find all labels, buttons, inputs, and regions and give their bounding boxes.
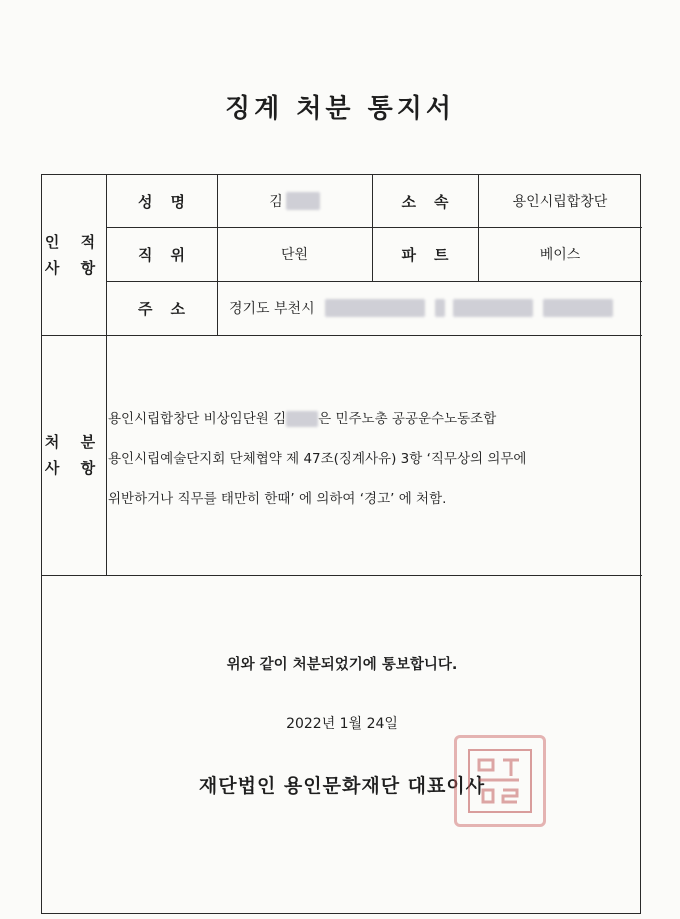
seal-pattern-icon	[465, 746, 535, 816]
row-divider	[42, 575, 642, 576]
notice-statement: 위와 같이 처분되었기에 통보합니다.	[226, 657, 458, 673]
affiliation-value: 용인시립합창단	[512, 194, 608, 210]
disposition-line-3: 위반하거나 직무를 태만히 한때’ 에 의하여 ‘경고’ 에 처함.	[108, 491, 447, 507]
name-value-text: 김	[269, 194, 283, 210]
disposition-label-line2: 사 항	[44, 459, 104, 477]
disposition-section-label	[42, 335, 106, 575]
redacted-name	[286, 192, 320, 210]
name-label: 성명	[138, 192, 203, 211]
disposition-line-1-part1: 용인시립합창단 비상임단원 김	[108, 411, 287, 427]
address-value	[217, 281, 642, 335]
redacted-address	[453, 299, 533, 317]
official-seal-stamp	[454, 735, 546, 827]
issuer-name: 재단법인 용인문화재단 대표이사	[198, 775, 486, 797]
part-value: 베이스	[539, 247, 581, 263]
position-value: 단원	[280, 247, 309, 263]
part-label: 파트	[401, 245, 467, 264]
personal-label-line1: 인 적	[44, 233, 104, 251]
disposition-line-2: 용인시립예술단지회 단체협약 제 47조(징계사유) 3항 ‘직무상의 의무에	[108, 451, 527, 467]
address-label: 주소	[138, 299, 203, 318]
redacted-address	[435, 299, 445, 317]
address-value-text: 경기도 부천시	[229, 301, 315, 317]
notice-date: 2022년 1월 24일	[286, 716, 398, 732]
personal-label-line2: 사 항	[44, 259, 104, 277]
redacted-address	[325, 299, 425, 317]
redacted-address	[543, 299, 613, 317]
name-value	[217, 175, 372, 227]
disposition-label-line1: 처 분	[44, 433, 104, 451]
affiliation-label: 소속	[401, 192, 467, 211]
personal-info-section-label	[42, 175, 106, 335]
redacted-name	[286, 411, 318, 427]
document-title: 징계 처분 통지서	[225, 94, 455, 124]
disposition-line-1-part2: 은 민주노총 공공운수노동조합	[318, 411, 497, 427]
disposition-line-1	[108, 407, 628, 427]
row-divider	[42, 335, 642, 336]
position-label: 직위	[138, 245, 203, 264]
notice-form	[41, 174, 641, 914]
